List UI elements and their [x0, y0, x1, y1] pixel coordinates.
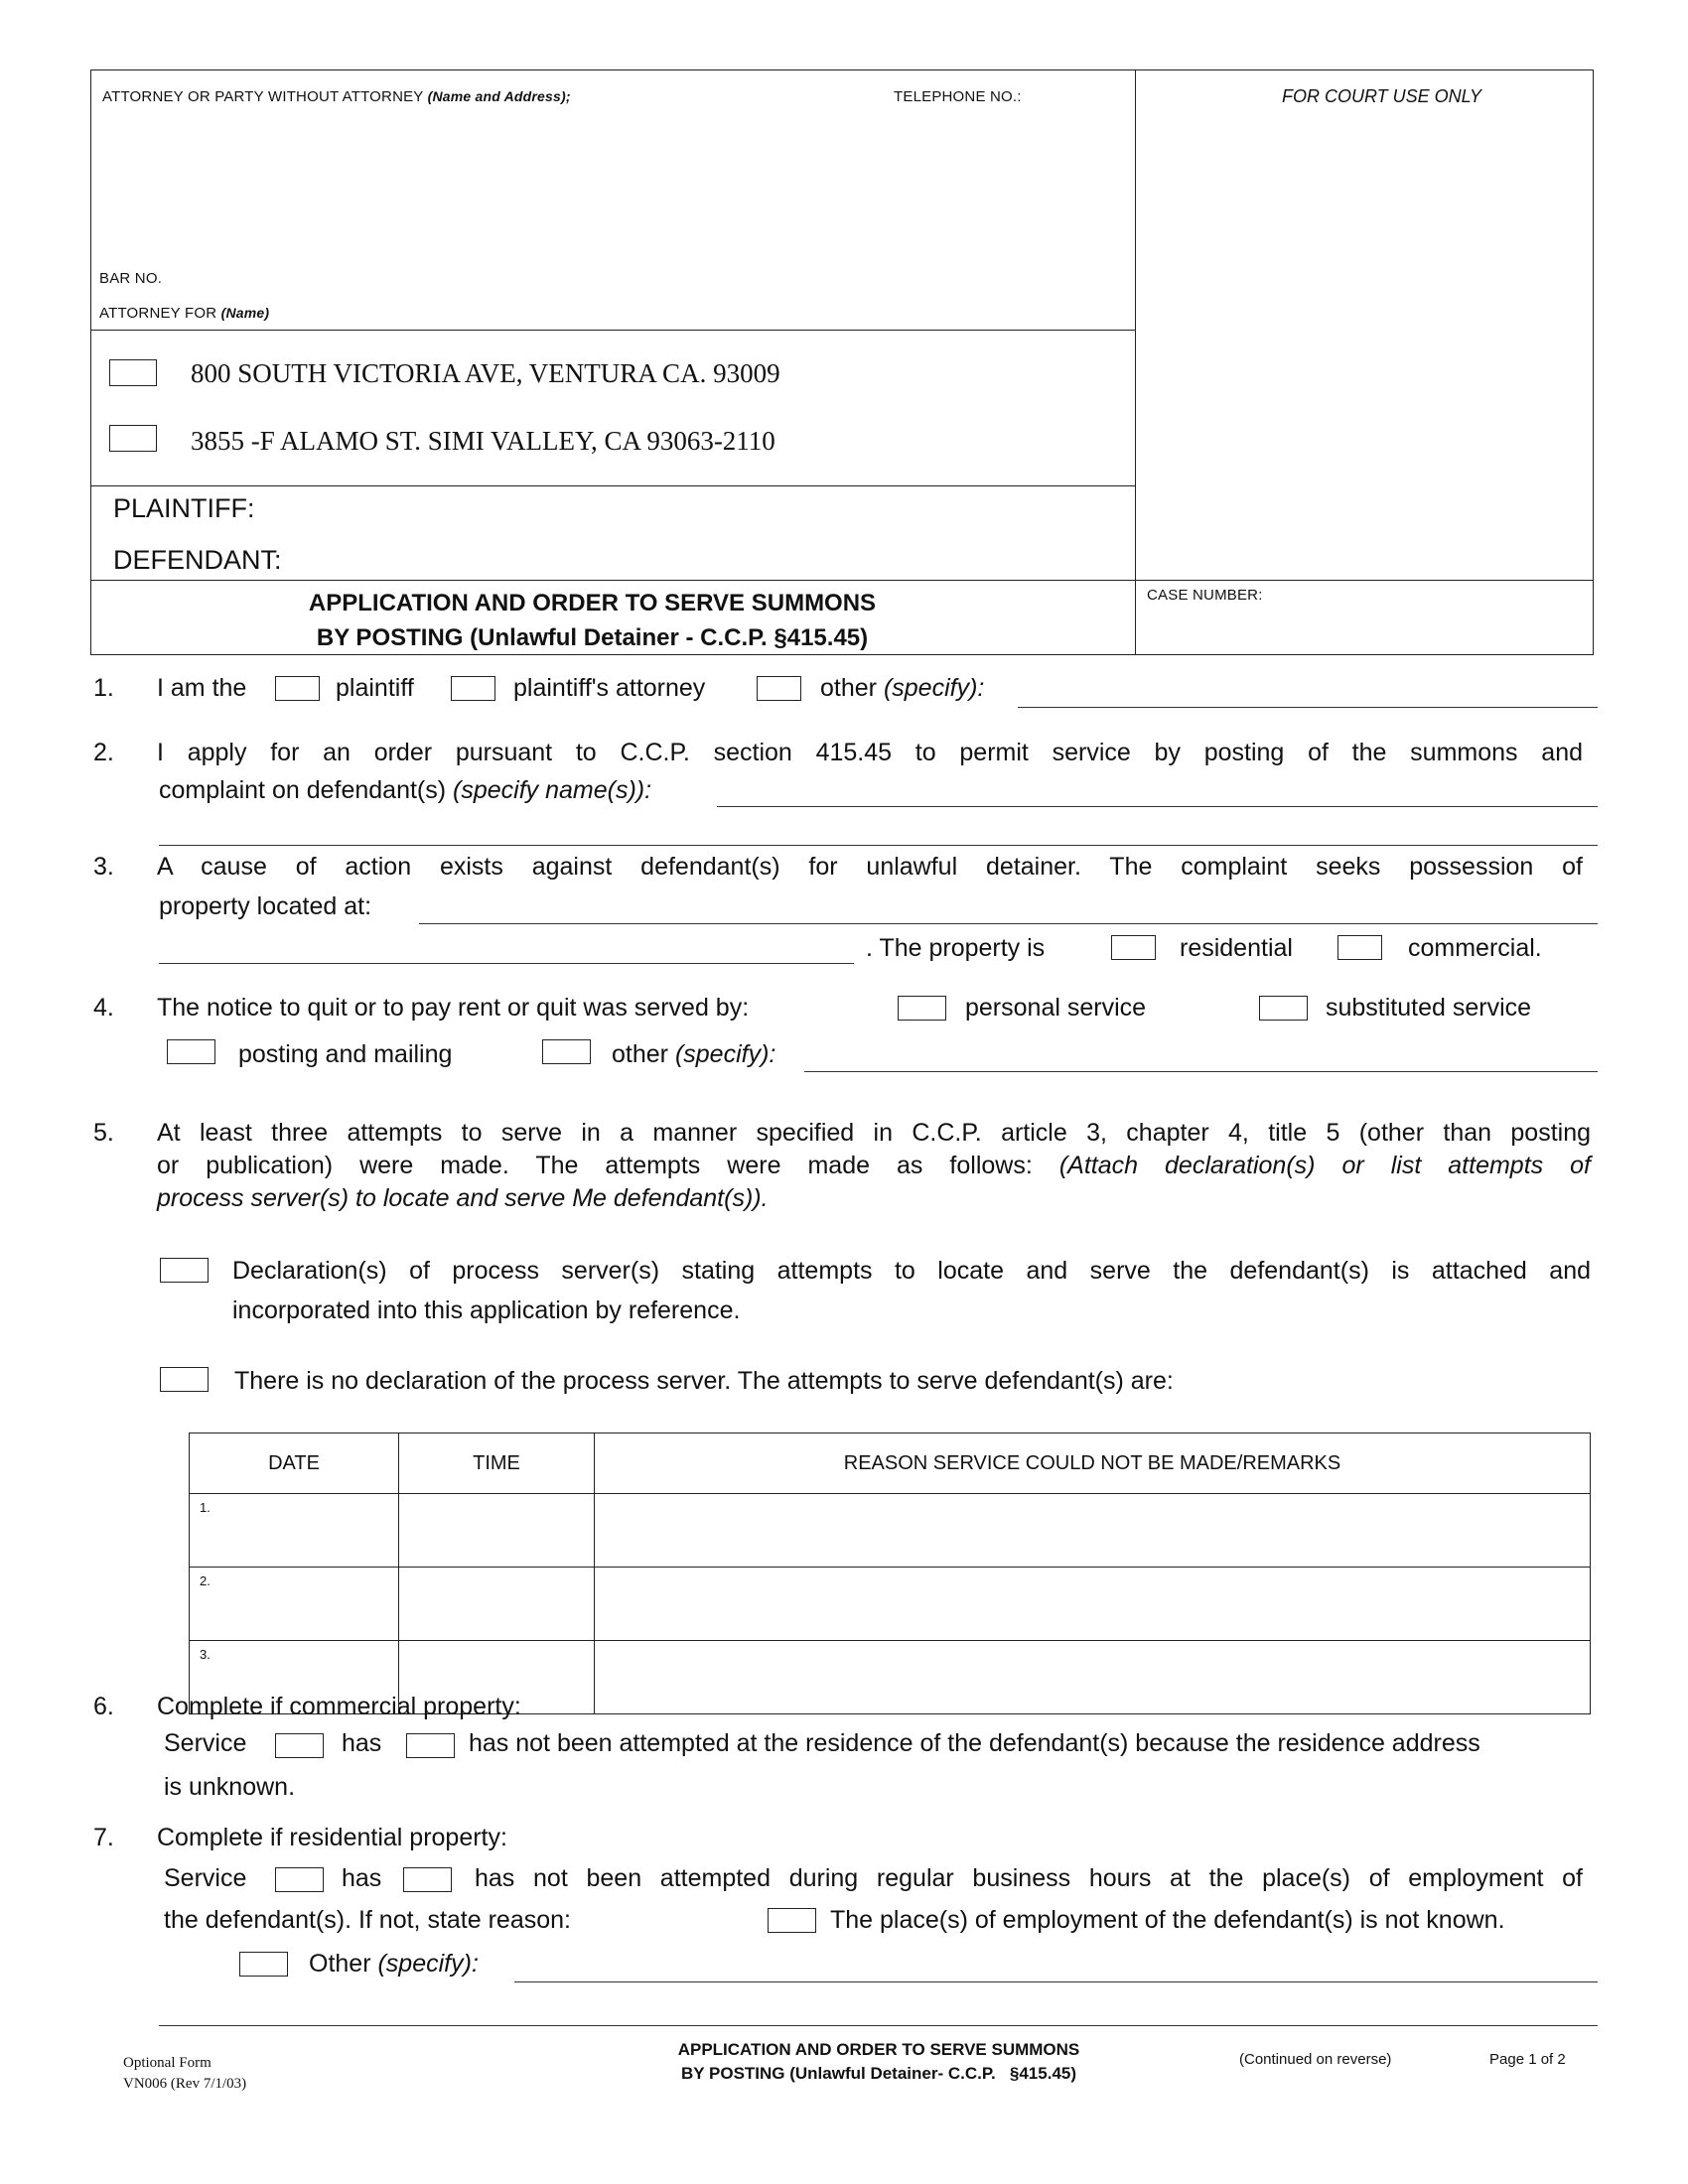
footer-title-line2: BY POSTING (Unlawful Detainer- C.C.P. §415.45)	[680, 2064, 1077, 2083]
date-column-header: DATE	[190, 1433, 399, 1494]
reason-cell[interactable]	[595, 1641, 1591, 1714]
employment-not-known-label: The place(s) of employment of the defendant(s) is not known.	[830, 1906, 1505, 1934]
case-number-label: CASE NUMBER:	[1147, 587, 1263, 604]
ventura-address-checkbox[interactable]	[109, 359, 157, 386]
simi-address-checkbox[interactable]	[109, 425, 157, 452]
item6-lead: Complete if commercial property:	[157, 1693, 521, 1720]
employment-not-known-checkbox[interactable]	[768, 1908, 816, 1933]
telephone-label: TELEPHONE NO.:	[894, 88, 1022, 105]
residential-has-not-checkbox[interactable]	[403, 1867, 452, 1892]
defendant-names-line-2[interactable]	[159, 845, 1598, 846]
other-service-specify-line[interactable]	[804, 1071, 1598, 1072]
table-row	[190, 1568, 1591, 1641]
ventura-address: 800 SOUTH VICTORIA AVE, VENTURA CA. 93009	[191, 358, 780, 388]
declaration-attached-checkbox[interactable]	[160, 1258, 209, 1283]
declaration-attached-line2: incorporated into this application by reference.	[232, 1297, 741, 1324]
plaintiff-label: PLAINTIFF:	[113, 493, 255, 523]
continued-label: (Continued on reverse)	[1239, 2051, 1392, 2068]
caption-divider	[1135, 69, 1136, 655]
page-number: Page 1 of 2	[1489, 2051, 1566, 2068]
item2-line1: I apply for an order pursuant to C.C.P. section 415.45 to permit service by posting of the summons and	[157, 739, 1583, 766]
commercial-has-label: has	[342, 1729, 382, 1757]
item7-lead: Complete if residential property:	[157, 1824, 507, 1851]
item7-line3: the defendant(s). If not, state reason:	[164, 1906, 571, 1934]
date-cell[interactable]: 1.	[190, 1494, 399, 1568]
caption-rule-3	[90, 580, 1594, 581]
property-address-line-2[interactable]	[159, 963, 854, 964]
date-cell[interactable]: 3.	[190, 1641, 399, 1714]
time-column-header: TIME	[399, 1433, 595, 1494]
substituted-service-label: substituted service	[1326, 994, 1532, 1022]
item3-line2: property located at:	[159, 892, 372, 920]
substituted-service-checkbox[interactable]	[1259, 996, 1308, 1021]
residential-checkbox[interactable]	[1111, 935, 1156, 960]
posting-mailing-label: posting and mailing	[238, 1040, 453, 1068]
reason-cell[interactable]	[595, 1494, 1591, 1568]
no-declaration-checkbox[interactable]	[160, 1367, 209, 1392]
commercial-label: commercial.	[1408, 934, 1542, 962]
item7-service-label: Service	[164, 1864, 247, 1892]
item4-lead: The notice to quit or to pay rent or quit was served by:	[157, 994, 750, 1022]
item2-line2: complaint on defendant(s) (specify name(s)):	[159, 776, 652, 804]
date-cell[interactable]: 2.	[190, 1568, 399, 1641]
item-number: 4.	[93, 994, 114, 1022]
court-use-label: FOR COURT USE ONLY	[1282, 86, 1482, 106]
footer-title-line1: APPLICATION AND ORDER TO SERVE SUMMONS	[677, 2040, 1080, 2059]
item-number: 2.	[93, 739, 114, 766]
personal-service-checkbox[interactable]	[898, 996, 946, 1021]
item-number: 6.	[93, 1693, 114, 1720]
other-service-checkbox[interactable]	[542, 1039, 591, 1064]
property-is-label: . The property is	[866, 934, 1046, 962]
plaintiff-option-label: plaintiff	[336, 674, 414, 702]
other-reason-label: Other (specify):	[309, 1950, 479, 1978]
item5-line2: or publication) were made. The attempts were made as follows: (Attach declaration(s) or list attempts of	[157, 1152, 1591, 1179]
defendant-names-line-1[interactable]	[717, 806, 1598, 807]
table-row	[190, 1494, 1591, 1568]
i-am-the-label: I am the	[157, 674, 247, 702]
other-reason-specify-line[interactable]	[514, 1981, 1598, 1982]
personal-service-label: personal service	[965, 994, 1147, 1022]
reason-column-header: REASON SERVICE COULD NOT BE MADE/REMARKS	[595, 1433, 1591, 1494]
residential-label: residential	[1180, 934, 1293, 962]
item6-line3: is unknown.	[164, 1773, 296, 1801]
other-role-checkbox[interactable]	[757, 676, 801, 701]
residential-has-not-label: has not been attempted during regular business hours at the place(s) of employment of	[475, 1864, 1583, 1892]
declaration-attached-line1: Declaration(s) of process server(s) stating attempts to locate and serve the defendant(s) is attached and	[232, 1257, 1591, 1285]
item6-service-label: Service	[164, 1729, 247, 1757]
item-number: 3.	[93, 853, 114, 881]
caption-rule-2	[90, 485, 1136, 486]
form-title-line1: APPLICATION AND ORDER TO SERVE SUMMONS	[308, 590, 877, 616]
item3-line1: A cause of action exists against defendant(s) for unlawful detainer. The complaint seeks possession of	[157, 853, 1583, 881]
time-cell[interactable]	[399, 1568, 595, 1641]
item-number: 1.	[93, 674, 114, 702]
commercial-has-not-checkbox[interactable]	[406, 1733, 455, 1758]
plaintiffs-attorney-checkbox[interactable]	[451, 676, 495, 701]
attempts-table	[189, 1433, 1591, 1714]
commercial-checkbox[interactable]	[1337, 935, 1382, 960]
property-address-line-1[interactable]	[419, 923, 1598, 924]
caption-rule-1	[90, 330, 1136, 331]
defendant-label: DEFENDANT:	[113, 545, 282, 575]
residential-has-checkbox[interactable]	[275, 1867, 324, 1892]
item-number: 5.	[93, 1119, 114, 1147]
time-cell[interactable]	[399, 1494, 595, 1568]
table-header-row	[190, 1433, 1591, 1494]
other-role-specify-line[interactable]	[1018, 707, 1598, 708]
residential-has-label: has	[342, 1864, 382, 1892]
attorney-for-label: ATTORNEY FOR (Name)	[99, 305, 270, 322]
plaintiffs-attorney-label: plaintiff's attorney	[513, 674, 706, 702]
item5-line1: At least three attempts to serve in a manner specified in C.C.P. article 3, chapter 4, title 5 (other than posting	[157, 1119, 1591, 1147]
commercial-has-not-label: has not been attempted at the residence of the defendant(s) because the residence address	[469, 1729, 1480, 1757]
simi-address: 3855 -F ALAMO ST. SIMI VALLEY, CA 93063-2110	[191, 426, 775, 456]
form-id: VN006 (Rev 7/1/03)	[123, 2076, 247, 2092]
other-reason-checkbox[interactable]	[239, 1952, 288, 1977]
plaintiff-checkbox[interactable]	[275, 676, 320, 701]
posting-mailing-checkbox[interactable]	[167, 1039, 215, 1064]
optional-form-label: Optional Form	[123, 2055, 211, 2071]
bar-no-label: BAR NO.	[99, 270, 163, 287]
no-declaration-label: There is no declaration of the process server. The attempts to serve defendant(s) are:	[234, 1367, 1174, 1395]
footer-title	[596, 2038, 1162, 2086]
item-number: 7.	[93, 1824, 114, 1851]
attorney-label: ATTORNEY OR PARTY WITHOUT ATTORNEY (Name and Address);	[102, 88, 571, 105]
form-title-line2: BY POSTING (Unlawful Detainer - C.C.P. §415.45)	[316, 624, 869, 651]
form-title	[228, 586, 956, 655]
commercial-has-checkbox[interactable]	[275, 1733, 324, 1758]
footer-rule	[159, 2025, 1598, 2026]
other-service-label: other (specify):	[612, 1040, 776, 1068]
other-role-label: other (specify):	[820, 674, 985, 702]
reason-cell[interactable]	[595, 1568, 1591, 1641]
item5-line3: process server(s) to locate and serve Me defendant(s)).	[157, 1184, 769, 1212]
